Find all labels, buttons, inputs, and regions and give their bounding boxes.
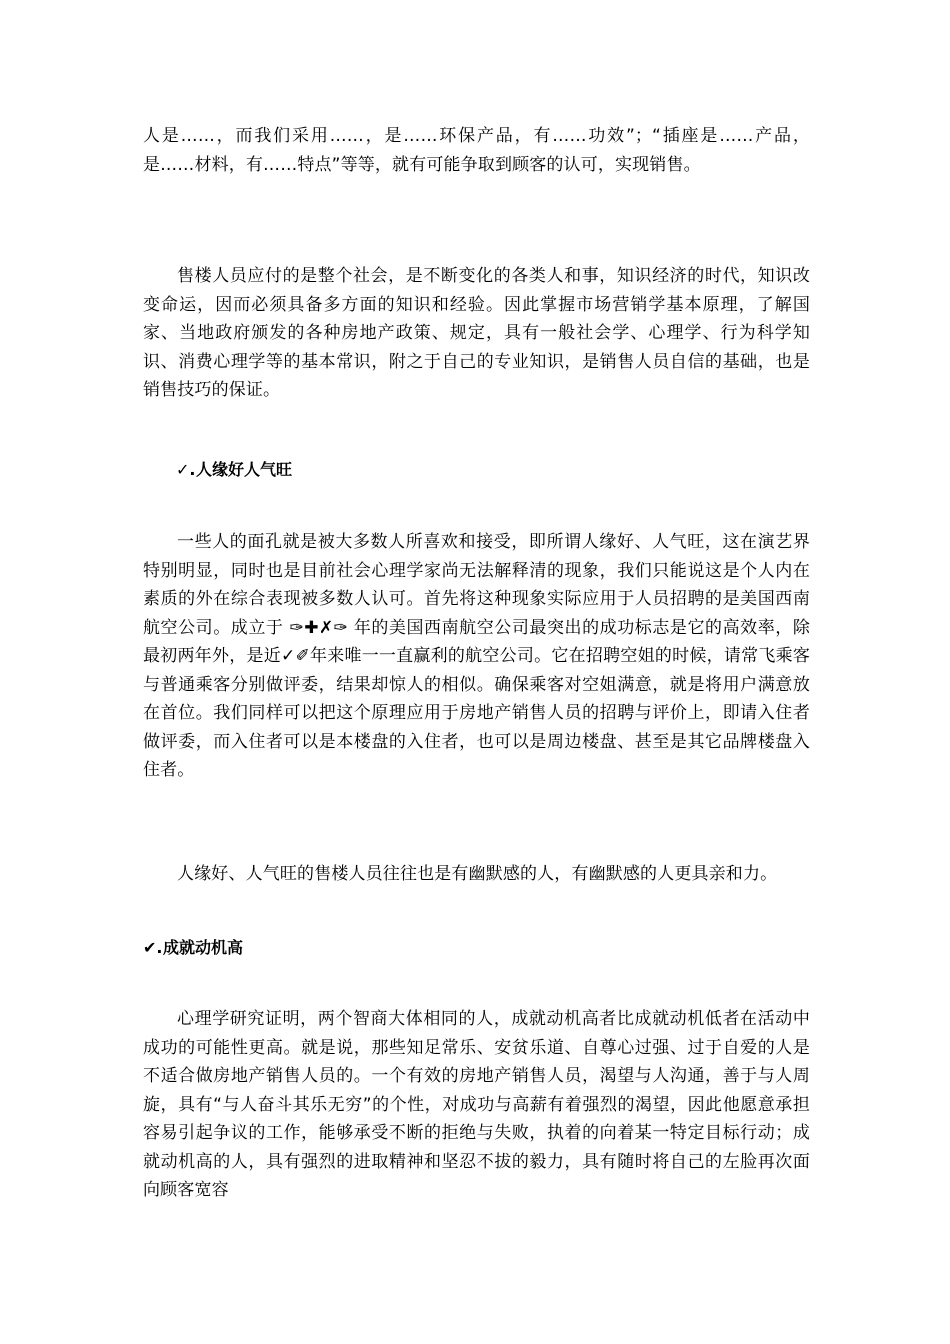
paragraph-achievement-motivation: 心理学研究证明，两个智商大体相同的人，成就动机高者比成就动机低者在活动中成功的可能性更高。就是说，那些知足常乐、安贫乐道、自尊心过强、过于自爱的人是不适合做房地产销售人员的。一个有效的房地产销售人员，渴望与人沟通，善于与人周旋，具有“与人奋斗其乐无穷”的个性，对成功与高薪有着强烈的渴望，因此他愿意承担容易引起争议的工作，能够承受不断的拒绝与失败，执着的向着某一特定目标行动；成就动机高的人，具有强烈的进取精神和坚忍不拔的毅力，具有随时将自己的左脸再次面向顾客宽容 — [143, 1009, 810, 1200]
paragraph-knowledge-requirement: 售楼人员应付的是整个社会，是不断变化的各类人和事，知识经济的时代，知识改变命运，因而必须具备多方面的知识和经验。因此掌握市场营销学基本原理，了解国家、当地政府颁发的各种房地产政策、规定，具有一般社会学、心理学、行为科学知识、消费心理学等的基本常识，附之于自己的专业知识，是销售人员自信的基础，也是销售技巧的保证。 — [143, 266, 810, 400]
paragraph-product-pitch: 人是……，而我们采用……，是……环保产品，有……功效”；“插座是……产品，是……材料，有……特点”等等，就有可能争取到顾客的认可，实现销售。 — [143, 126, 810, 175]
section-heading-title: 人缘好人气旺 — [196, 460, 293, 479]
section-heading-title: 成就动机高 — [163, 938, 244, 957]
section-heading-achievement-motivation — [143, 936, 243, 960]
section-heading-popularity — [176, 458, 292, 482]
check-mark-icon: ✓. — [176, 460, 196, 479]
heavy-check-mark-icon: ✔. — [143, 938, 163, 957]
paragraph-humor: 人缘好、人气旺的售楼人员往往也是有幽默感的人，有幽默感的人更具亲和力。 — [177, 864, 778, 884]
paragraph-popularity-explanation: 一些人的面孔就是被大多数人所喜欢和接受，即所谓人缘好、人气旺，这在演艺界特别明显，同时也是目前社会心理学家尚无法解释清的现象，我们只能说这是个人内在素质的外在综合表现被多数人认可。首先将这种现象实际应用于人员招聘的是美国西南航空公司。成立于 ✑✚✗✑ 年的美国西南航空公司最突出的成功标志是它的高效率，除最初两年外，是近✓✐年来唯一一直赢利的航空公司。它在招聘空姐的时候，请常飞乘客与普通乘客分别做评委，结果却惊人的相似。确保乘客对空姐满意，就是将用户满意放在首位。我们同样可以把这个原理应用于房地产销售人员的招聘与评价上，即请入住者做评委，而入住者可以是本楼盘的入住者，也可以是周边楼盘、甚至是其它品牌楼盘入住者。 — [143, 532, 810, 780]
